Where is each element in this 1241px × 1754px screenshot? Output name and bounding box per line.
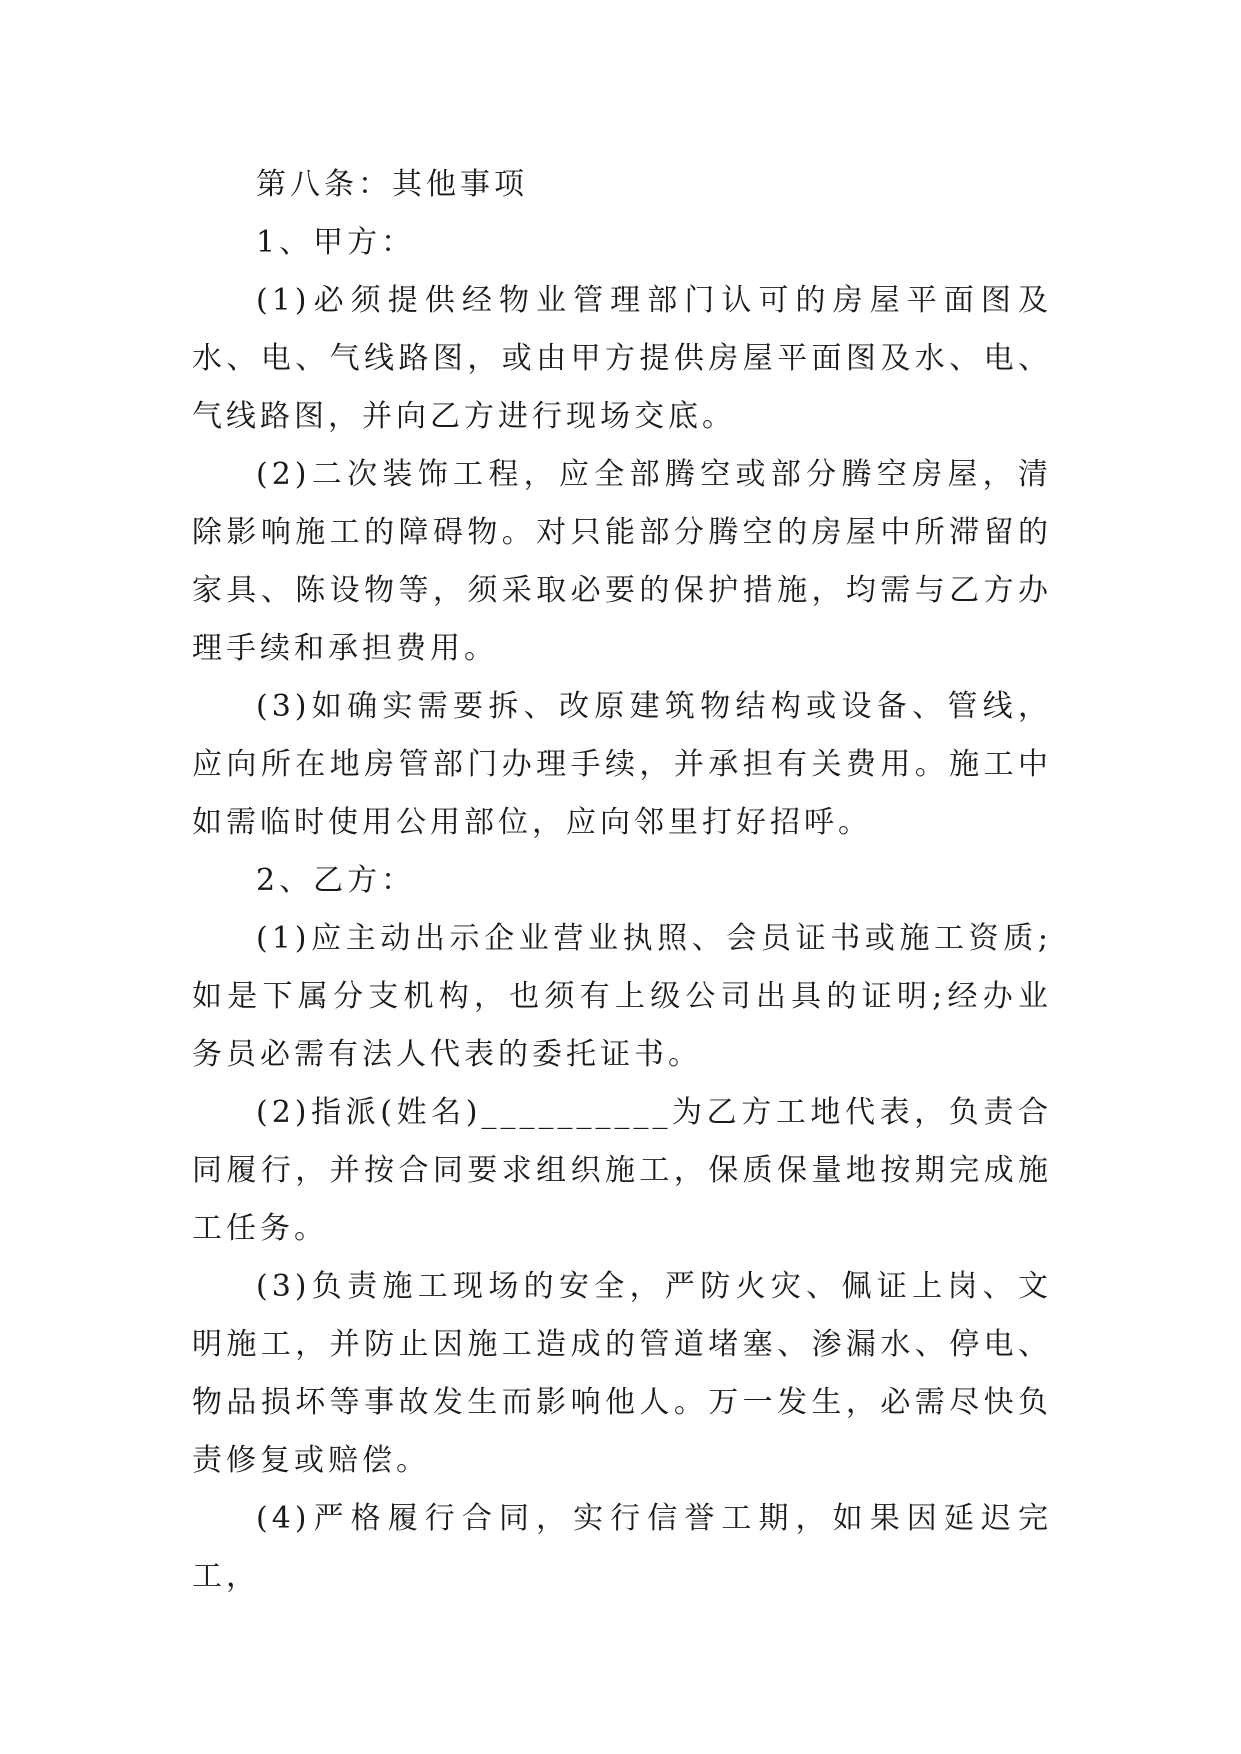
party-b-item-3: (3)负责施工现场的安全，严防火灾、佩证上岗、文明施工，并防止因施工造成的管道堵塞、渗漏水、停电、物品损坏等事故发生而影响他人。万一发生，必需尽快负责修复或赔偿。 bbox=[192, 1269, 1052, 1478]
party-a-item-2: (2)二次装饰工程，应全部腾空或部分腾空房屋，清除影响施工的障碍物。对只能部分腾空的房屋中所滞留的家具、陈设物等，须采取必要的保护措施，均需与乙方办理手续和承担费用。 bbox=[192, 457, 1052, 666]
article-heading: 第八条：其他事项 bbox=[256, 167, 528, 202]
party-b-item-4: (4)严格履行合同，实行信誉工期，如果因延迟完工， bbox=[192, 1501, 1052, 1594]
party-a-label: 1、甲方： bbox=[256, 225, 416, 260]
document-page bbox=[192, 156, 1052, 1606]
party-b-item-2: (2)指派(姓名)__________为乙方工地代表，负责合同履行，并按合同要求组织施工，保质保量地按期完成施工任务。 bbox=[192, 1095, 1052, 1246]
party-b-item-1: (1)应主动出示企业营业执照、会员证书或施工资质;如是下属分支机构，也须有上级公司出具的证明;经办业务员必需有法人代表的委托证书。 bbox=[192, 921, 1052, 1072]
party-a-item-1: (1)必须提供经物业管理部门认可的房屋平面图及水、电、气线路图，或由甲方提供房屋平面图及水、电、气线路图，并向乙方进行现场交底。 bbox=[192, 283, 1052, 434]
party-b-label: 2、乙方： bbox=[256, 863, 416, 898]
party-a-item-3: (3)如确实需要拆、改原建筑物结构或设备、管线，应向所在地房管部门办理手续，并承担有关费用。施工中如需临时使用公用部位，应向邻里打好招呼。 bbox=[192, 689, 1052, 840]
